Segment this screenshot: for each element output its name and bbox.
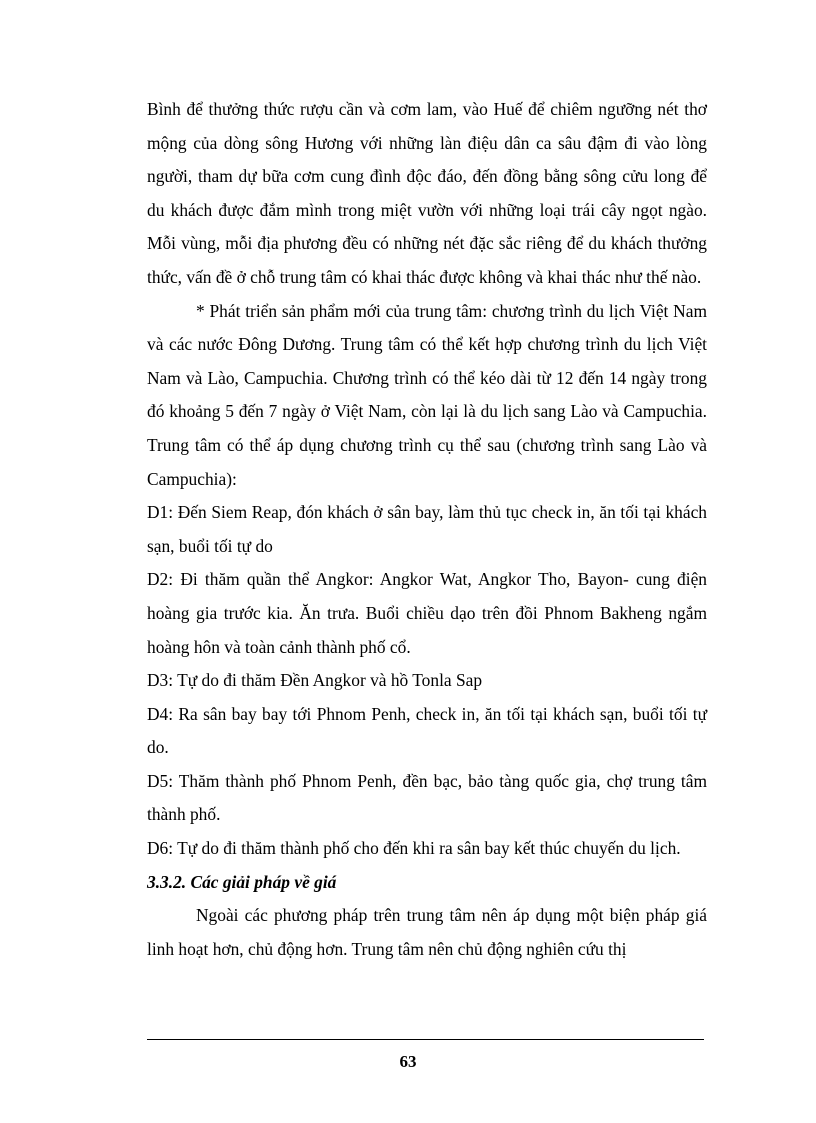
itinerary-day-4: D4: Ra sân bay bay tới Phnom Penh, check in, ăn tối tại khách sạn, buổi tối tự do.	[147, 703, 707, 758]
section-heading: 3.3.2. Các giải pháp về giá	[147, 871, 337, 892]
itinerary-day-2: D2: Đi thăm quần thể Angkor: Angkor Wat, Angkor Tho, Bayon- cung điện hoàng gia trước kia. Ăn trưa. Buổi chiều dạo trên đồi Phnom Bakheng ngắm hoàng hôn và toàn cảnh thành phố cổ.	[147, 569, 707, 657]
body-text	[147, 93, 707, 966]
itinerary-day-5: D5: Thăm thành phố Phnom Penh, đền bạc, bảo tàng quốc gia, chợ trung tâm thành phố.	[147, 770, 707, 825]
itinerary-day-6: D6: Tự do đi thăm thành phố cho đến khi ra sân bay kết thúc chuyến du lịch.	[147, 838, 681, 859]
paragraph-intro: Bình để thưởng thức rượu cần và cơm lam, vào Huế để chiêm ngưỡng nét thơ mộng của dòng sông Hương với những làn điệu dân ca sâu đậm đi vào lòng người, tham dự bữa cơm cung đình độc đáo, đến đồng bằng sông cửu long để du khách được đắm mình trong miệt vườn với những loại trái cây ngọt ngào. Mỗi vùng, mỗi địa phương đều có những nét đặc sắc riêng để du khách thưởng thức, vấn đề ở chỗ trung tâm có khai thác được không và khai thác như thế nào.	[147, 99, 707, 287]
paragraph-new-product: * Phát triển sản phẩm mới của trung tâm: chương trình du lịch Việt Nam và các nước Đông Dương. Trung tâm có thể kết hợp chương trình du lịch Việt Nam và Lào, Campuchia. Chương trình có thể kéo dài từ 12 đến 14 ngày trong đó khoảng 5 đến 7 ngày ở Việt Nam, còn lại là du lịch sang Lào và Campuchia. Trung tâm có thể áp dụng chương trình cụ thể sau (chương trình sang Lào và Campuchia):	[147, 300, 707, 489]
page-number: 63	[399, 1052, 417, 1071]
itinerary-day-1: D1: Đến Siem Reap, đón khách ở sân bay, làm thủ tục check in, ăn tối tại khách sạn, buổi tối tự do	[147, 502, 707, 556]
itinerary-day-3: D3: Tự do đi thăm Đền Angkor và hồ Tonla Sap	[147, 670, 483, 691]
paragraph-pricing: Ngoài các phương pháp trên trung tâm nên áp dụng một biện pháp giá linh hoạt hơn, chủ động hơn. Trung tâm nên chủ động nghiên cứu thị	[147, 905, 707, 959]
footer-divider	[147, 1039, 704, 1040]
